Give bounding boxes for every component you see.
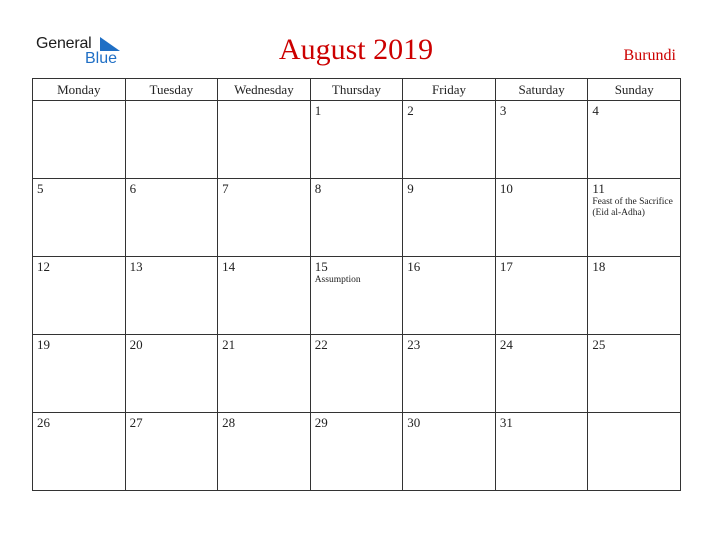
day-number: 31	[499, 415, 513, 430]
day-number: 30	[407, 415, 421, 430]
week-row	[33, 335, 681, 413]
day-cell	[403, 179, 496, 257]
day-cell	[125, 413, 218, 491]
weekday-sunday: Sunday	[588, 79, 681, 101]
day-number: 10	[499, 181, 513, 196]
day-cell	[310, 413, 403, 491]
day-number: 15	[314, 259, 328, 274]
day-cell	[125, 335, 218, 413]
day-cell	[125, 257, 218, 335]
day-number: 12	[37, 259, 50, 274]
weekday-wednesday: Wednesday	[218, 79, 311, 101]
day-cell	[310, 257, 403, 335]
weekday-tuesday: Tuesday	[125, 79, 218, 101]
day-number	[33, 101, 125, 104]
day-number: 24	[499, 337, 513, 352]
weekday-saturday: Saturday	[495, 79, 588, 101]
day-number: 26	[37, 415, 50, 430]
day-cell	[310, 179, 403, 257]
day-cell	[33, 101, 126, 179]
day-number: 29	[314, 415, 328, 430]
day-cell	[403, 257, 496, 335]
day-cell	[588, 257, 681, 335]
day-number: 17	[499, 259, 513, 274]
calendar-grid	[32, 78, 681, 491]
weekday-friday: Friday	[403, 79, 496, 101]
day-number: 4	[592, 103, 599, 118]
weekday-thursday: Thursday	[310, 79, 403, 101]
day-cell	[218, 179, 311, 257]
day-number: 5	[37, 181, 44, 196]
day-cell	[218, 413, 311, 491]
day-cell	[125, 101, 218, 179]
day-cell	[495, 257, 588, 335]
day-number: 20	[129, 337, 143, 352]
day-number: 6	[129, 181, 137, 196]
day-number: 9	[407, 181, 414, 196]
day-number: 25	[592, 337, 606, 352]
holiday-label: Feast of the Sacrifice (Eid al-Adha)	[592, 197, 673, 218]
day-number: 23	[407, 337, 421, 352]
day-number: 14	[222, 259, 236, 274]
day-number: 27	[129, 415, 143, 430]
country-label: Burundi	[623, 47, 676, 64]
day-cell	[588, 335, 681, 413]
week-row	[33, 413, 681, 491]
day-cell	[588, 413, 681, 491]
week-row	[33, 179, 681, 257]
day-cell	[310, 335, 403, 413]
day-number: 19	[37, 337, 50, 352]
day-number: 18	[592, 259, 606, 274]
day-cell	[125, 179, 218, 257]
day-cell	[218, 101, 311, 179]
day-number	[218, 101, 310, 104]
day-cell	[33, 413, 126, 491]
day-number: 28	[222, 415, 236, 430]
weekday-monday: Monday	[33, 79, 126, 101]
holiday-label: Assumption	[314, 275, 361, 285]
week-row	[33, 257, 681, 335]
day-number: 11	[592, 181, 605, 196]
day-number: 16	[407, 259, 421, 274]
day-cell	[218, 257, 311, 335]
day-cell	[403, 335, 496, 413]
day-cell	[588, 179, 681, 257]
day-number	[126, 101, 218, 104]
week-row	[33, 101, 681, 179]
weekday-header-row	[33, 79, 681, 101]
day-cell	[33, 335, 126, 413]
day-cell	[403, 101, 496, 179]
day-cell	[33, 257, 126, 335]
page-title: August 2019	[278, 33, 434, 66]
day-cell	[495, 179, 588, 257]
day-number: 1	[314, 103, 322, 118]
day-cell	[33, 179, 126, 257]
day-cell	[495, 413, 588, 491]
day-number: 3	[499, 103, 507, 118]
day-number: 2	[407, 103, 414, 118]
day-cell	[495, 335, 588, 413]
day-cell	[403, 413, 496, 491]
day-cell	[310, 101, 403, 179]
day-cell	[218, 335, 311, 413]
day-number: 22	[314, 337, 328, 352]
day-cell	[495, 101, 588, 179]
day-number: 13	[129, 259, 143, 274]
day-number: 21	[222, 337, 236, 352]
day-cell	[588, 101, 681, 179]
day-number: 8	[314, 181, 322, 196]
day-number	[588, 413, 680, 416]
day-number: 7	[222, 181, 229, 196]
logo-blue-text: Blue	[85, 50, 118, 67]
logo-general-text: General	[36, 35, 92, 52]
